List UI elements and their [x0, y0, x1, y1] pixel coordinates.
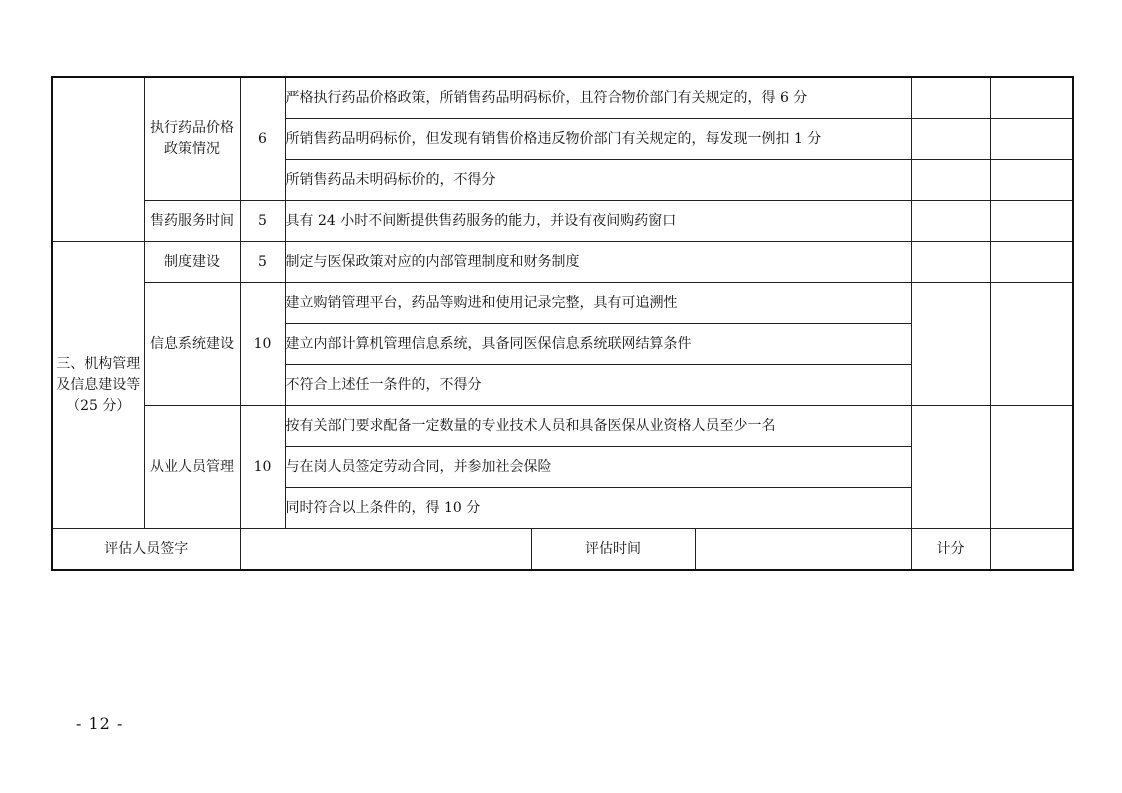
evaluation-table	[51, 76, 1074, 571]
remark-cell[interactable]	[990, 77, 1073, 119]
signer-label: 评估人员签字	[52, 529, 240, 571]
criterion-text: 制定与医保政策对应的内部管理制度和财务制度	[285, 242, 911, 283]
table-row	[52, 406, 1073, 447]
table-row	[52, 242, 1073, 283]
category-cell-continued	[52, 77, 144, 242]
item-system-building: 制度建设	[144, 242, 240, 283]
table-row	[52, 201, 1073, 242]
criterion-text: 同时符合以上条件的，得 10 分	[285, 488, 911, 529]
criterion-text: 建立内部计算机管理信息系统，具备同医保信息系统联网结算条件	[285, 324, 911, 365]
score-info-system: 10	[240, 283, 285, 406]
criterion-text: 具有 24 小时不间断提供售药服务的能力，并设有夜间购药窗口	[285, 201, 911, 242]
item-price-policy: 执行药品价格政策情况	[144, 77, 240, 201]
criterion-text: 不符合上述任一条件的，不得分	[285, 365, 911, 406]
score-entry-cell[interactable]	[911, 406, 990, 529]
table-row	[52, 77, 1073, 119]
score-entry-cell[interactable]	[911, 242, 990, 283]
score-entry-cell[interactable]	[911, 77, 990, 119]
criterion-text: 建立购销管理平台，药品等购进和使用记录完整，具有可追溯性	[285, 283, 911, 324]
score-entry-cell[interactable]	[911, 160, 990, 201]
signer-field[interactable]	[240, 529, 531, 571]
score-entry-cell[interactable]	[911, 201, 990, 242]
remark-cell[interactable]	[990, 201, 1073, 242]
category-management-info: 三、机构管理及信息建设等（25 分）	[52, 242, 144, 529]
criterion-text: 所销售药品明码标价，但发现有销售价格违反物价部门有关规定的，每发现一例扣 1 分	[285, 119, 911, 160]
score-price-policy: 6	[240, 77, 285, 201]
score-service-time: 5	[240, 201, 285, 242]
total-label: 计分	[911, 529, 990, 571]
time-field[interactable]	[695, 529, 911, 571]
remark-cell[interactable]	[990, 119, 1073, 160]
criterion-text: 按有关部门要求配备一定数量的专业技术人员和具备医保从业资格人员至少一名	[285, 406, 911, 447]
remark-cell[interactable]	[990, 283, 1073, 406]
item-service-time: 售药服务时间	[144, 201, 240, 242]
score-system-building: 5	[240, 242, 285, 283]
signature-row	[52, 529, 1073, 571]
criterion-text: 严格执行药品价格政策，所销售药品明码标价，且符合物价部门有关规定的，得 6 分	[285, 77, 911, 119]
remark-cell[interactable]	[990, 160, 1073, 201]
time-label: 评估时间	[531, 529, 695, 571]
score-staff-management: 10	[240, 406, 285, 529]
item-staff-management: 从业人员管理	[144, 406, 240, 529]
criterion-text: 所销售药品未明码标价的，不得分	[285, 160, 911, 201]
page-number: - 12 -	[76, 714, 124, 733]
total-field[interactable]	[990, 529, 1073, 571]
score-entry-cell[interactable]	[911, 283, 990, 406]
score-entry-cell[interactable]	[911, 119, 990, 160]
remark-cell[interactable]	[990, 242, 1073, 283]
table-row	[52, 283, 1073, 324]
remark-cell[interactable]	[990, 406, 1073, 529]
criterion-text: 与在岗人员签定劳动合同，并参加社会保险	[285, 447, 911, 488]
item-info-system: 信息系统建设	[144, 283, 240, 406]
